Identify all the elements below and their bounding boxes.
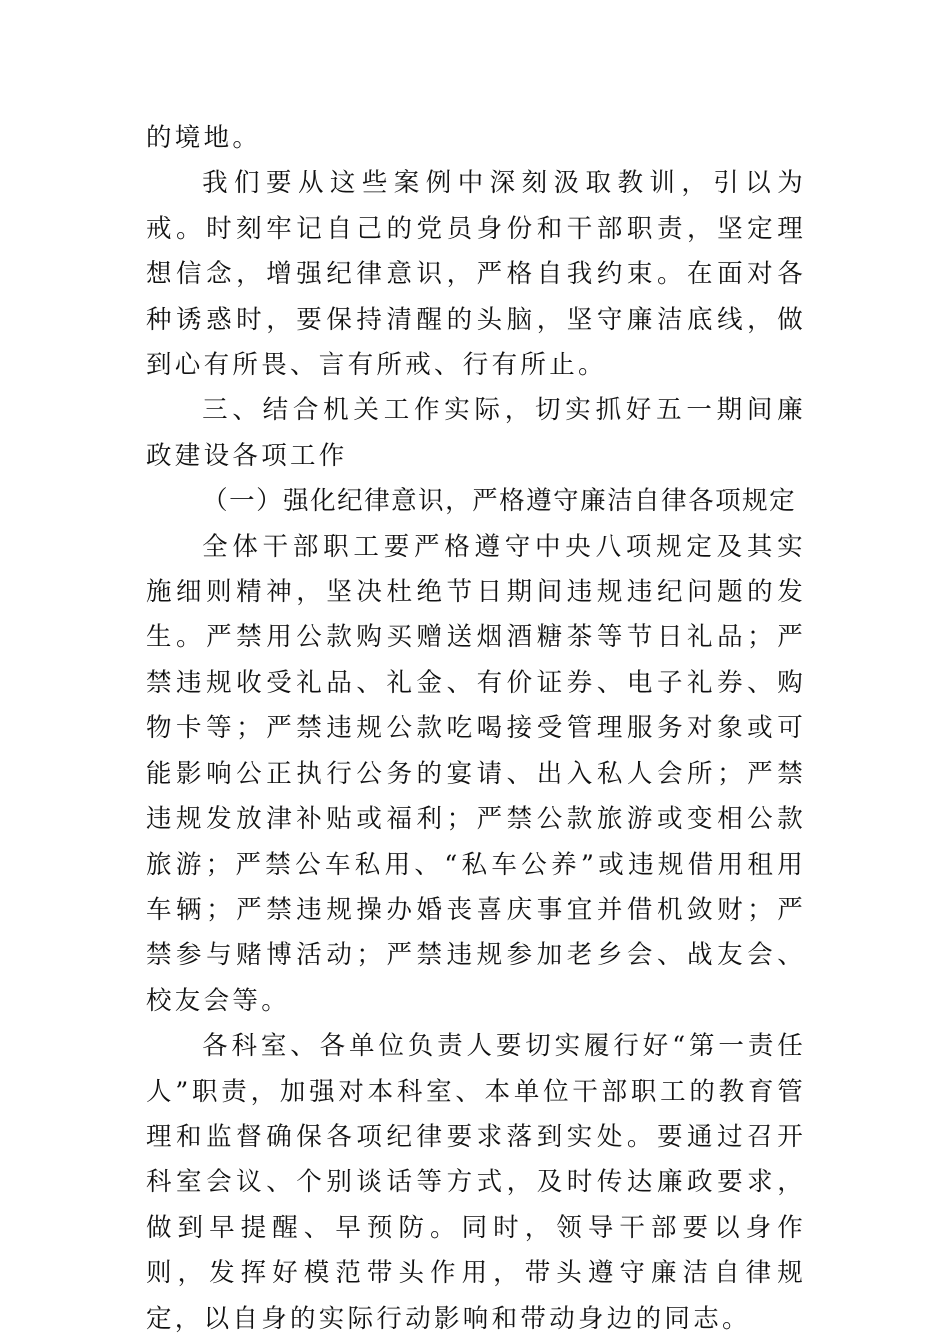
subsection-heading-one: （一）强化纪律意识，严格遵守廉洁自律各项规定 — [202, 486, 797, 517]
section-heading-three: 三、结合机关工作实际，切实抓好五一期间廉政建设各项工作 — [146, 395, 806, 471]
document-body — [146, 116, 806, 1342]
paragraph-responsibility: 各科室、各单位负责人要切实履行好“第一责任人”职责，加强对本科室、本单位干部职工的教育管理和监督确保各项纪律要求落到实处。要通过召开科室会议、个别谈话等方式，及时传达廉政要求，做到早提醒、早预防。同时，领导干部要以身作则，发挥好模范带头作用，带头遵守廉洁自律规定，以自身的实际行动影响和带动身边的同志。 — [146, 1031, 806, 1334]
paragraph-continuation: 的境地。 — [146, 123, 262, 153]
paragraph-regulations: 全体干部职工要严格遵守中央八项规定及其实施细则精神，坚决杜绝节日期间违规违纪问题的发生。严禁用公款购买赠送烟酒糖茶等节日礼品；严禁违规收受礼品、礼金、有价证券、电子礼券、购物卡等；严禁违规公款吃喝接受管理服务对象或可能影响公正执行公务的宴请、出入私人会所；严禁违规发放津补贴或福利；严禁公款旅游或变相公款旅游；严禁公车私用、“私车公养”或违规借用租用车辆；严禁违规操办婚丧喜庆事宜并借机敛财；严禁参与赌博活动；严禁违规参加老乡会、战友会、校友会等。 — [146, 531, 806, 1016]
paragraph-lessons: 我们要从这些案例中深刻汲取教训，引以为戒。时刻牢记自己的党员身份和干部职责，坚定理想信念，增强纪律意识，严格自我约束。在面对各种诱惑时，要保持清醒的头脑，坚守廉洁底线，做到心有所畏、言有所戒、行有所止。 — [146, 168, 806, 381]
